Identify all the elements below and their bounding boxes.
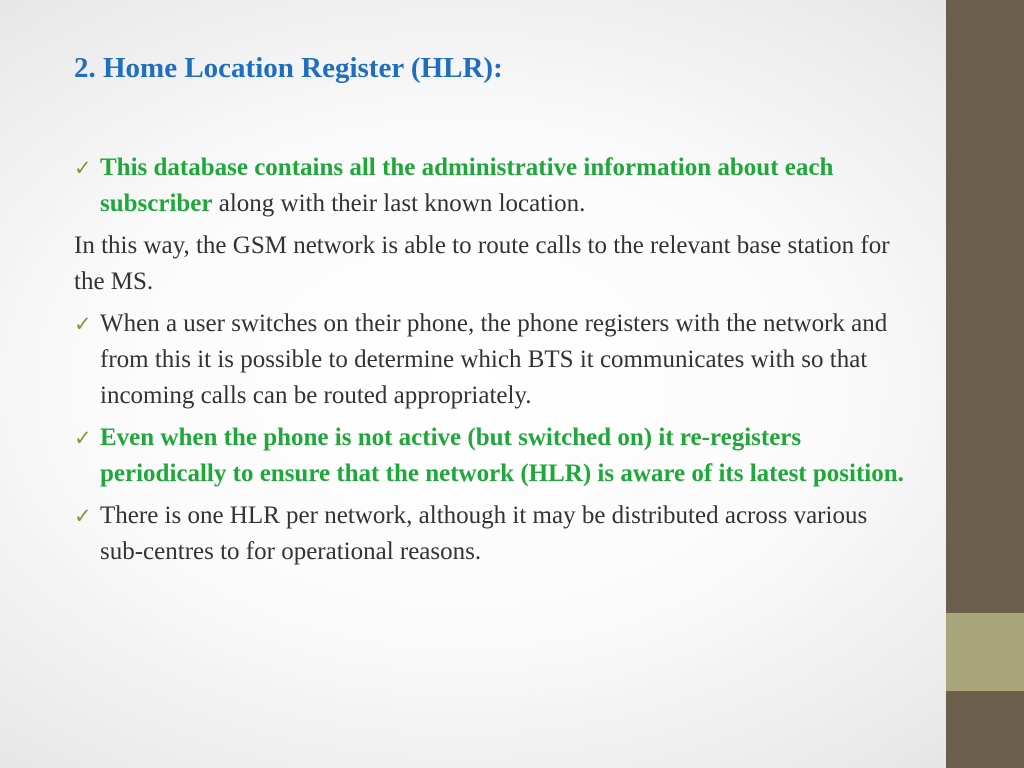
bullet-item — [74, 498, 904, 570]
sidebar-accent-block — [946, 613, 1024, 691]
bullet-text: There is one HLR per network, although it may be distributed across various sub-centres to for operational reasons. — [100, 502, 868, 565]
checkmark-icon: ✓ — [74, 156, 92, 180]
slide-title: 2. Home Location Register (HLR): — [74, 52, 503, 84]
body-paragraph: In this way, the GSM network is able to route calls to the relevant base station for the MS. — [74, 232, 890, 295]
bullet-text: along with their last known location. — [212, 190, 586, 217]
bullet-item — [74, 420, 904, 492]
decorative-sidebar — [946, 0, 1024, 768]
checkmark-icon: ✓ — [74, 504, 92, 528]
checkmark-icon: ✓ — [74, 312, 92, 336]
bullet-item — [74, 150, 904, 222]
slide-body — [74, 150, 904, 576]
bullet-highlight: This database contains all the administrative information about each subscriber — [100, 154, 834, 217]
bullet-item — [74, 306, 904, 414]
bullet-text: When a user switches on their phone, the phone registers with the network and from this it is possible to determine which BTS it communicates with so that incoming calls can be routed appropriately. — [100, 310, 888, 409]
checkmark-icon: ✓ — [74, 426, 92, 450]
bullet-highlight: Even when the phone is not active (but switched on) it re-registers periodically to ensure that the network (HLR) is aware of its latest position. — [100, 424, 904, 487]
